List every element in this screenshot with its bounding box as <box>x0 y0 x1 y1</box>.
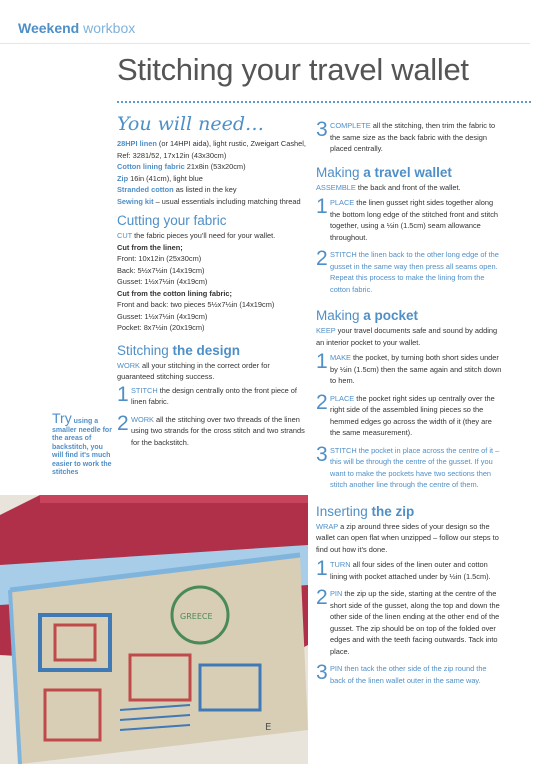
making-title: Making a travel wallet <box>316 164 452 180</box>
design-step-3: 3 COMPLETE all the stitching, then trim the fabric to the same size as the back fabric with the design placed centrally. <box>316 118 496 153</box>
linen-item: Back: 5½x7½in (14x19cm) <box>117 265 205 275</box>
header-bar <box>0 14 530 44</box>
need-list <box>117 138 307 207</box>
need-item: Sewing kit – usual essentials including matching thread <box>117 196 301 206</box>
pocket-step-3: 3 STITCH the pocket in place across the centre of it – this will be through the centre of the gusset. If you want to make the pockets have two sections then stitch another line through the centre of them. <box>316 442 500 489</box>
making-step-2: 2 STITCH the linen back to the other long edge of the gusset in the same way then press all seams open. Repeat this process to make the lining from the cotton fabric. <box>316 247 499 294</box>
page-title: Stitching your travel wallet <box>117 52 469 87</box>
you-will-need-title: You will need… <box>117 113 265 135</box>
lining-heading: Cut from the cotton lining fabric; <box>117 288 232 298</box>
stamp-letter: E <box>265 722 272 733</box>
design-intro: WORK all your stitching in the correct order for guaranteed stitching success. <box>117 360 270 381</box>
pocket-title: Making a pocket <box>316 308 419 323</box>
brand-light: workbox <box>83 20 136 36</box>
making-step-1: 1 PLACE the linen gusset right sides together along the bottom long edge of the stitched front and stitch together, using a ½in (1.5cm) seam allowance throughout. <box>316 195 499 242</box>
zip-step-3: 3 PIN then tack the other side of the zip round the back of the linen wallet outer in the same way. <box>316 661 487 685</box>
linen-item: Gusset: 1½x7½in (4x19cm) <box>117 277 208 286</box>
wallet-photo-illustration <box>0 495 308 764</box>
design-step-1: 1 STITCH the design centrally onto the front piece of linen fabric. <box>117 382 297 406</box>
wallet-photo <box>0 495 308 764</box>
brand-bold: Weekend <box>18 20 80 36</box>
need-item: Cotton lining fabric 21x8in (53x20cm) <box>117 162 246 171</box>
stamp-label: GREECE <box>180 612 213 621</box>
design-title: Stitching the design <box>117 342 241 358</box>
making-intro: ASSEMBLE the back and front of the wallet. <box>316 182 461 192</box>
zip-intro: WRAP a zip around three sides of your design so the wallet can open flat when unzipped – follow our steps to find out how it's done. <box>316 521 499 554</box>
need-item: Stranded cotton as listed in the key <box>117 185 237 194</box>
pocket-intro: KEEP your travel documents safe and sound by adding an interior pocket to your wallet. <box>316 326 498 347</box>
need-item: Zip 16in (41cm), light blue <box>117 173 203 183</box>
lining-item: Pocket: 8x7½in (20x19cm) <box>117 323 205 332</box>
zip-step-1: 1 TURN all four sides of the linen outer and cotton lining with pocket attached under by ½in (1.5cm). <box>316 557 491 581</box>
dotted-divider <box>117 101 531 103</box>
lining-item: Gusset: 1½x7½in (4x19cm) <box>117 311 208 321</box>
pocket-step-1: 1 MAKE the pocket, by turning both short sides under by ½in (1.5cm) then the same again and stitch down to hem. <box>316 350 502 385</box>
cutting-intro: CUT the fabric pieces you'll need for your wallet. <box>117 231 276 240</box>
zip-title: Inserting the zip <box>316 503 415 519</box>
design-step-2: 2 WORK all the stitching over two threads of the linen using two strands for the cross stitch and two strands for the backstitch. <box>117 411 305 447</box>
cutting-title: Cutting your fabric <box>117 213 227 228</box>
lining-item: Front and back: two pieces 5½x7½in (14x19cm) <box>117 300 275 309</box>
linen-item: Front: 10x12in (25x30cm) <box>117 254 202 263</box>
try-tip: Try using a smaller needle for the areas of backstitch, you will find it's much easier to work the stitches <box>52 410 112 476</box>
need-item: 28HPI linen (or 14HPI aida), light rustic, Zweigart Cashel, Ref: 3281/52, 17x12in (43x30cm) <box>117 139 306 160</box>
zip-step-2: 2 PIN the zip up the side, starting at the centre of the short side of the gusset, along the top and down the other side of the linen ending at the other end of the gusset. The zip should be on top of the folded over edges and with the teeth facing outwards. Tack into place. <box>316 586 500 656</box>
pocket-step-2: 2 PLACE the pocket right sides up centrally over the right side of the assembled lining pieces so the hemmed edges go across the width of it (they are the same measurement). <box>316 390 495 437</box>
right-column <box>316 118 504 686</box>
section-brand <box>18 20 135 36</box>
left-column <box>117 112 307 448</box>
linen-heading: Cut from the linen; <box>117 242 183 252</box>
